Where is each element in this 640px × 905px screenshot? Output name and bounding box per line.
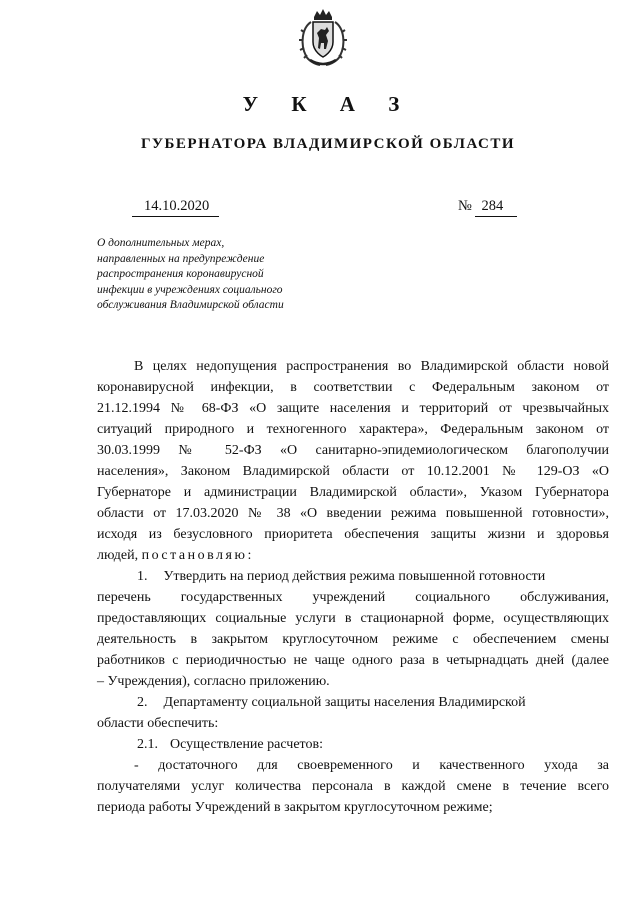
body-line (97, 566, 609, 587)
body-line: В целях недопущения распространения во Владимирской области новой (134, 359, 609, 374)
body-line: исходя из безусловного приоритета обеспечения защиты жизни и здоровья (97, 527, 609, 542)
body-line: получателями услуг количества персонала в каждой смене в течение всего (97, 779, 609, 794)
body-line: деятельность в закрытом круглосуточном режиме с обеспечением смены (97, 632, 609, 647)
caption-line: направленных на предупреждение (97, 252, 265, 265)
body-line: ситуаций природного и техногенного характера», Федеральным законом от (97, 422, 609, 437)
decree-number: 284 (475, 198, 517, 217)
caption-line: распространения коронавирусной (97, 268, 264, 280)
body-line (97, 692, 609, 713)
body-text: людей, (97, 548, 139, 563)
item-text: Департаменту социальной защиты населения Владимирской (163, 695, 526, 710)
item-number: 2. (137, 695, 148, 710)
body-line: населения», Законом Владимирской области от 10.12.2001 № 129-ОЗ «О (97, 464, 609, 479)
body-line: перечень государственных учреждений социального обслуживания, (97, 590, 609, 605)
item-number: 2.1. (137, 737, 158, 752)
decree-caption (97, 236, 327, 314)
body-line (97, 734, 609, 755)
number-sign: № (458, 198, 472, 214)
decree-body (97, 356, 609, 818)
body-line (97, 545, 609, 566)
body-line: области от 17.03.2020 № 38 «О введении режима повышенной готовности», (97, 506, 609, 521)
body-line: 21.12.1994 № 68-ФЗ «О защите населения и территорий от чрезвычайных (97, 401, 609, 416)
document-title: У К А З (242, 92, 414, 116)
caption-line: О дополнительных мерах, (97, 237, 225, 249)
caption-line: обслуживания Владимирской области (97, 299, 284, 311)
body-line: области обеспечить: (97, 716, 219, 731)
body-line: Губернаторе и администрации Владимирской области», Указом Губернатора (97, 485, 609, 500)
resolution-word: постановляю: (141, 548, 254, 563)
body-line: 30.03.1999 № 52-ФЗ «О санитарно-эпидемиологическом благополучии (97, 443, 609, 458)
body-line: предоставляющих социальные услуги в стационарной форме, осуществляющих (97, 611, 609, 626)
item-number: 1. (137, 569, 148, 584)
item-text: Осуществление расчетов: (170, 737, 323, 752)
coat-of-arms-icon (298, 8, 348, 68)
body-line: - достаточного для своевременного и качественного ухода за (134, 758, 609, 773)
decree-date: 14.10.2020 (132, 198, 219, 217)
decree-number-block (458, 198, 517, 217)
issuer-title: ГУБЕРНАТОРА ВЛАДИМИРСКОЙ ОБЛАСТИ (140, 136, 516, 152)
item-text: Утвердить на период действия режима повышенной готовности (163, 569, 546, 584)
body-line: периода работы Учреждений в закрытом круглосуточном режиме; (97, 800, 493, 815)
body-line: – Учреждения), согласно приложению. (97, 674, 330, 689)
body-line: коронавирусной инфекции, в соответствии с Федеральным законом от (97, 380, 609, 395)
body-line: работников с периодичностью не чаще одного раза в четырнадцать дней (далее (97, 653, 609, 668)
caption-line: инфекции в учреждениях социального (97, 283, 283, 296)
